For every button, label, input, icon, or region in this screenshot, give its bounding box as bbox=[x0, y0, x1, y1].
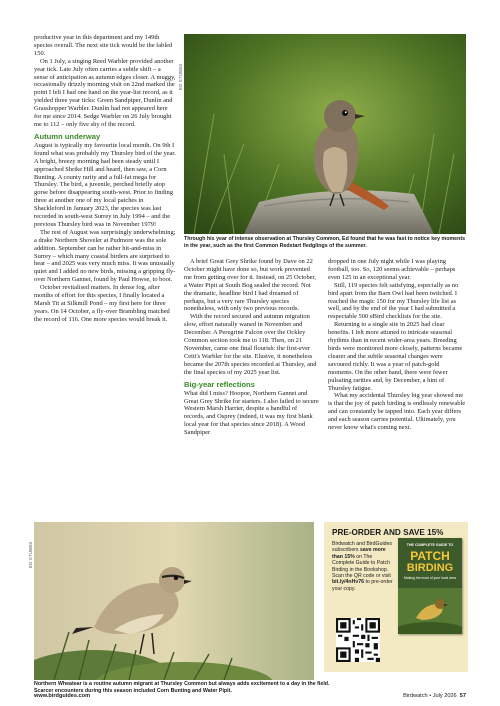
book-cover-title-2: BIRDING bbox=[406, 562, 454, 574]
heading-big-year-reflections: Big-year reflections bbox=[184, 379, 255, 389]
redstart-photo bbox=[184, 34, 466, 234]
col2-paragraph-3: What did I miss? Hoopoe, Northern Gannet and Great Grey Shrike for starters. I also failed to secure Western Marsh Harrier, despite a handful of records, and Osprey (indeed, it was my first blank local year for that species since 2018). A Wood Sandpiper bbox=[184, 389, 319, 437]
photo-credit-bottom: ED STUBBS bbox=[28, 541, 33, 568]
promo-text-4: to pre-order your copy. bbox=[332, 579, 393, 592]
book-cover-bird-illustration bbox=[398, 588, 462, 634]
book-cover-top-text: THE COMPLETE GUIDE TO bbox=[406, 543, 454, 547]
promo-text-3: Scan the QR code or visit bbox=[332, 573, 391, 580]
caption-top: Through his year of intense observation at Thursley Common, Ed found that he was fast to notice key moments in the year, such as the first Common Redstart fledglings of the summer. bbox=[184, 236, 466, 249]
promo-url[interactable]: bit.ly/4nHv76 bbox=[332, 579, 365, 586]
col1-paragraph-2: August is typically my favourite local month. On 9th I found what was probably my Thursley bird of the year. A bright, breezy morning had been steady until I approached Shrike Hill and heard, then saw, a Corn Bunting. A county rarity and a full-fat mega for Thursley. The bird, a juvenile, perched briefly atop gorse before disappearing south-west. Prior to finding three at another one of my local patches in Shackleford in January 2023, the species was last recorded in south-west Surrey in July 1994 – and the previous Thursley bird was in November 1979! bbox=[34, 141, 176, 228]
promo-title: PRE-ORDER AND SAVE 15% bbox=[332, 528, 444, 537]
preorder-promo-box bbox=[324, 522, 468, 672]
redstart-illustration bbox=[184, 34, 466, 234]
promo-text-1: Birdwatch and BirdGuides subscribers bbox=[332, 541, 392, 554]
promo-save-text: save more than 15% bbox=[332, 547, 386, 560]
col2-paragraph-2: With the record secured and autumn migration slow, effort naturally waned in November and December. A Peregrine Falcon over the Ockley Common section took me to 118. Then, on 21 November, came one final flourish: the first-ever Cetti's Warbler for the site. Elusive, it nonetheless became the 207th species recorded at Thursley, and the final species of my 2025 year list. bbox=[184, 313, 317, 376]
col3-paragraph-1: dropped in one July night while I was playing football, too. So, 120 seems achievable – perhaps even 125 in an exceptional year. bbox=[328, 258, 456, 281]
wheatear-photo bbox=[34, 522, 314, 680]
col1-paragraph-4: October revitalised matters. In dense fog, after months of effort for this species, I finally located a Marsh Tit at Silkmill Pond – my first here for three years. On 14 October, a fly-over Brambling matched the record of 116. One more species would break it. bbox=[34, 284, 170, 323]
photo-credit-top: ED STUBBS bbox=[178, 63, 183, 90]
book-cover-title-1: PATCH bbox=[410, 549, 450, 563]
book-cover[interactable] bbox=[398, 538, 462, 634]
footer-magazine: Birdwatch • July 2026 bbox=[403, 693, 457, 699]
col3-paragraph-4: What my accidental Thursley big year showed me is that the joy of patch birding is endlessly renewable and can constantly be tapped into. Each year differs and each season carries potential. Ultimately, you never know what's coming next. bbox=[328, 392, 466, 432]
column-2 bbox=[184, 258, 319, 437]
col1-intro: productive year in this department and my 149th species overall. The next site tick would be the fabled 150. bbox=[34, 34, 173, 57]
caption-bottom: Northern Wheatear is a routine autumn migrant at Thursley Common but always adds excitement to a day in the field. Scarcer encounters during this season included Corn Bunting and Water Pipit. bbox=[34, 681, 330, 694]
footer-magazine-issue bbox=[370, 693, 466, 699]
promo-text-2: on The Complete Guide to Patch Birding in the Bookshop. bbox=[332, 553, 390, 573]
qr-code[interactable] bbox=[336, 618, 380, 662]
page-number: 57 bbox=[459, 693, 466, 699]
column-3 bbox=[328, 258, 466, 432]
col1-paragraph-3: The rest of August was surprisingly underwhelming; a drake Northern Shoveler at Pudmore was the sole addition. September can be rather hit-and-miss in Surrey – which many coastal birders are surprised to hear – and 2025 was very much miss. It was unusually quiet and I added no new birds, missing a gripping fly-over Northern Gannet, found by Paul Howse, to boot. bbox=[34, 228, 176, 284]
wheatear-illustration bbox=[34, 522, 314, 680]
book-cover-subtitle: Making the most of your local area bbox=[404, 576, 456, 580]
col3-paragraph-3: Returning to a single site in 2025 had clear benefits. I felt more attuned to intricate seasonal rhythms than in recent wider-area years. Breeding birds were monitored more closely, patterns became clearer and the subtle seasonal changes were savoured richly. It was a year of patch-gold moments. On the other hand, there were fewer pulsating rarities and, by December, a hint of Thursley fatigue. bbox=[328, 321, 463, 392]
column-1 bbox=[34, 34, 176, 324]
col2-paragraph-1: A brief Great Grey Shrike found by Dave on 22 October might have done so, but work prevented me from getting over for it. Instead, on 25 October, a Water Pipit at South Bog sealed the record. Not the dramatic, headline bird I had dreamed of perhaps, but a very rare Thursley species nonetheless, with only two previous records. bbox=[184, 258, 317, 313]
heading-autumn-underway: Autumn underway bbox=[34, 131, 101, 141]
col1-paragraph-1: On 1 July, a singing Reed Warbler provided another year tick. Late July often carries a subtle shift – a sense of anticipation as autumn edges closer. A muggy, occasionally drizzly morning visit on 22nd marked the point I felt I had one hand on the year-list record, as it yielded three year ticks: Green Sandpiper, Dunlin and Grasshopper Warbler. Dunlin had not appeared here for me since 2014. Sedge Warbler on 26 July brought me to 112 – only five shy of the record. bbox=[34, 57, 176, 128]
footer-website[interactable]: www.birdguides.com bbox=[34, 693, 91, 699]
col3-paragraph-2: Still, 119 species felt satisfying, especially as no bird apart from the Barn Owl had been twitched. I reached the magic 150 for my Thursley life list as well, and by the end of the year I had submitted a respectable 500 eBird checklists for the site. bbox=[328, 281, 459, 321]
